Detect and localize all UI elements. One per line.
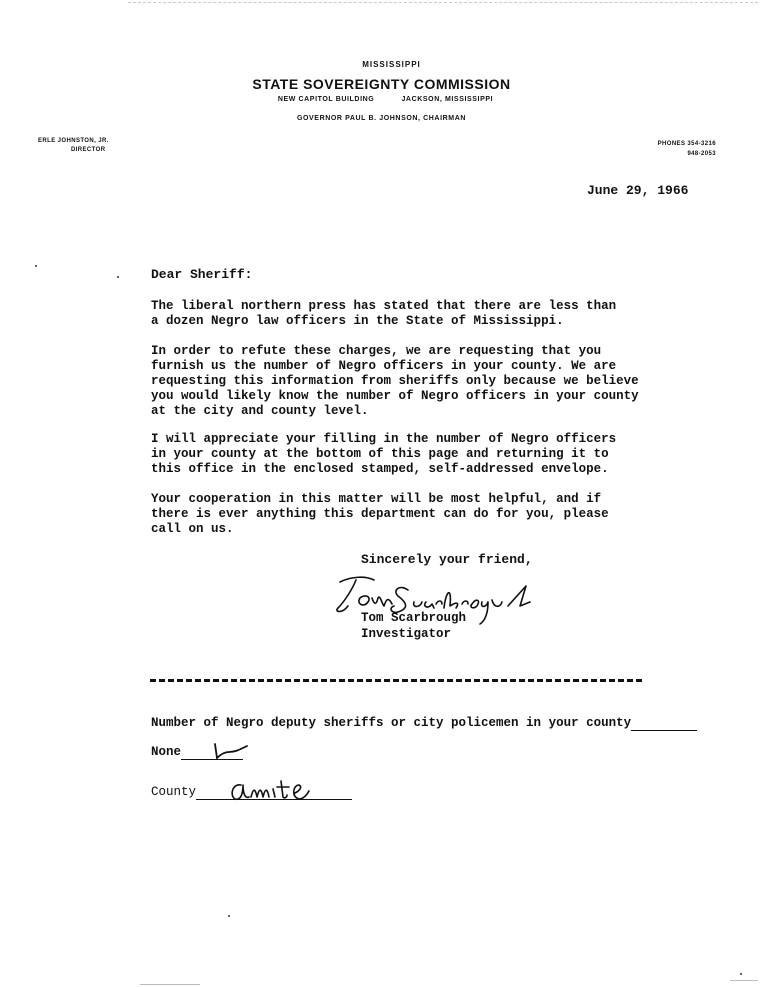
- handwritten-check-mark: [205, 740, 253, 764]
- scan-speck: [740, 973, 742, 975]
- letterhead-phones: [658, 139, 716, 159]
- letterhead-commission: STATE SOVEREIGNTY COMMISSION: [252, 76, 511, 92]
- scan-speck: [35, 265, 37, 267]
- phones-line-1: PHONES 354-3216: [657, 141, 716, 147]
- form-question-blank[interactable]: [631, 716, 697, 731]
- letter-date: June 29, 1966: [587, 183, 689, 198]
- letterhead-address-city: JACKSON, MISSISSIPPI: [401, 96, 494, 103]
- form-question-text: Number of Negro deputy sheriffs or city policemen in your county: [151, 716, 632, 730]
- letterhead-governor: GOVERNOR PAUL B. JOHNSON, CHAIRMAN: [296, 115, 467, 122]
- salutation: Dear Sheriff:: [151, 267, 253, 282]
- body-paragraph-2: In order to refute these charges, we are requesting that you furnish us the number of Negro officers in your county. We are requesting this information from sheriffs only because we believe you would likely know the number of Negro officers in your county at the city and county level.: [151, 344, 639, 418]
- signer-title: Investigator: [361, 627, 452, 641]
- director-name: ERLE JOHNSTON, JR.: [38, 138, 109, 144]
- handwritten-county-name: [225, 775, 325, 805]
- scan-bottom-edge: [140, 984, 200, 985]
- signer-name: Tom Scarbrough: [361, 611, 467, 625]
- form-question: [151, 716, 697, 731]
- letterhead-address-building: NEW CAPITOL BUILDING: [277, 96, 375, 103]
- letterhead-director: [38, 137, 109, 155]
- scan-speck: [117, 276, 119, 278]
- form-county-label: County: [151, 785, 197, 799]
- director-title: DIRECTOR: [71, 147, 106, 153]
- phones-line-2: 948-2053: [687, 151, 716, 157]
- tear-off-dashed-line: [150, 679, 642, 682]
- scan-speck: [228, 915, 230, 917]
- letterhead-state: MISSISSIPPI: [362, 60, 421, 69]
- letterhead-address: [4, 96, 763, 103]
- scan-bottom-edge: [730, 980, 758, 981]
- body-paragraph-4: Your cooperation in this matter will be most helpful, and if there is ever anything this department can do for you, please call on us.: [151, 492, 609, 536]
- body-paragraph-3: I will appreciate your filling in the number of Negro officers in your county at the bottom of this page and returning it to this office in the enclosed stamped, self-addressed envelope.: [151, 432, 617, 476]
- body-paragraph-1: The liberal northern press has stated that there are less than a dozen Negro law officers in the State of Mississippi.: [151, 299, 617, 328]
- top-edge-dashes: [128, 2, 758, 3]
- closing: Sincerely your friend,: [361, 552, 533, 567]
- form-none-label: None: [151, 745, 182, 759]
